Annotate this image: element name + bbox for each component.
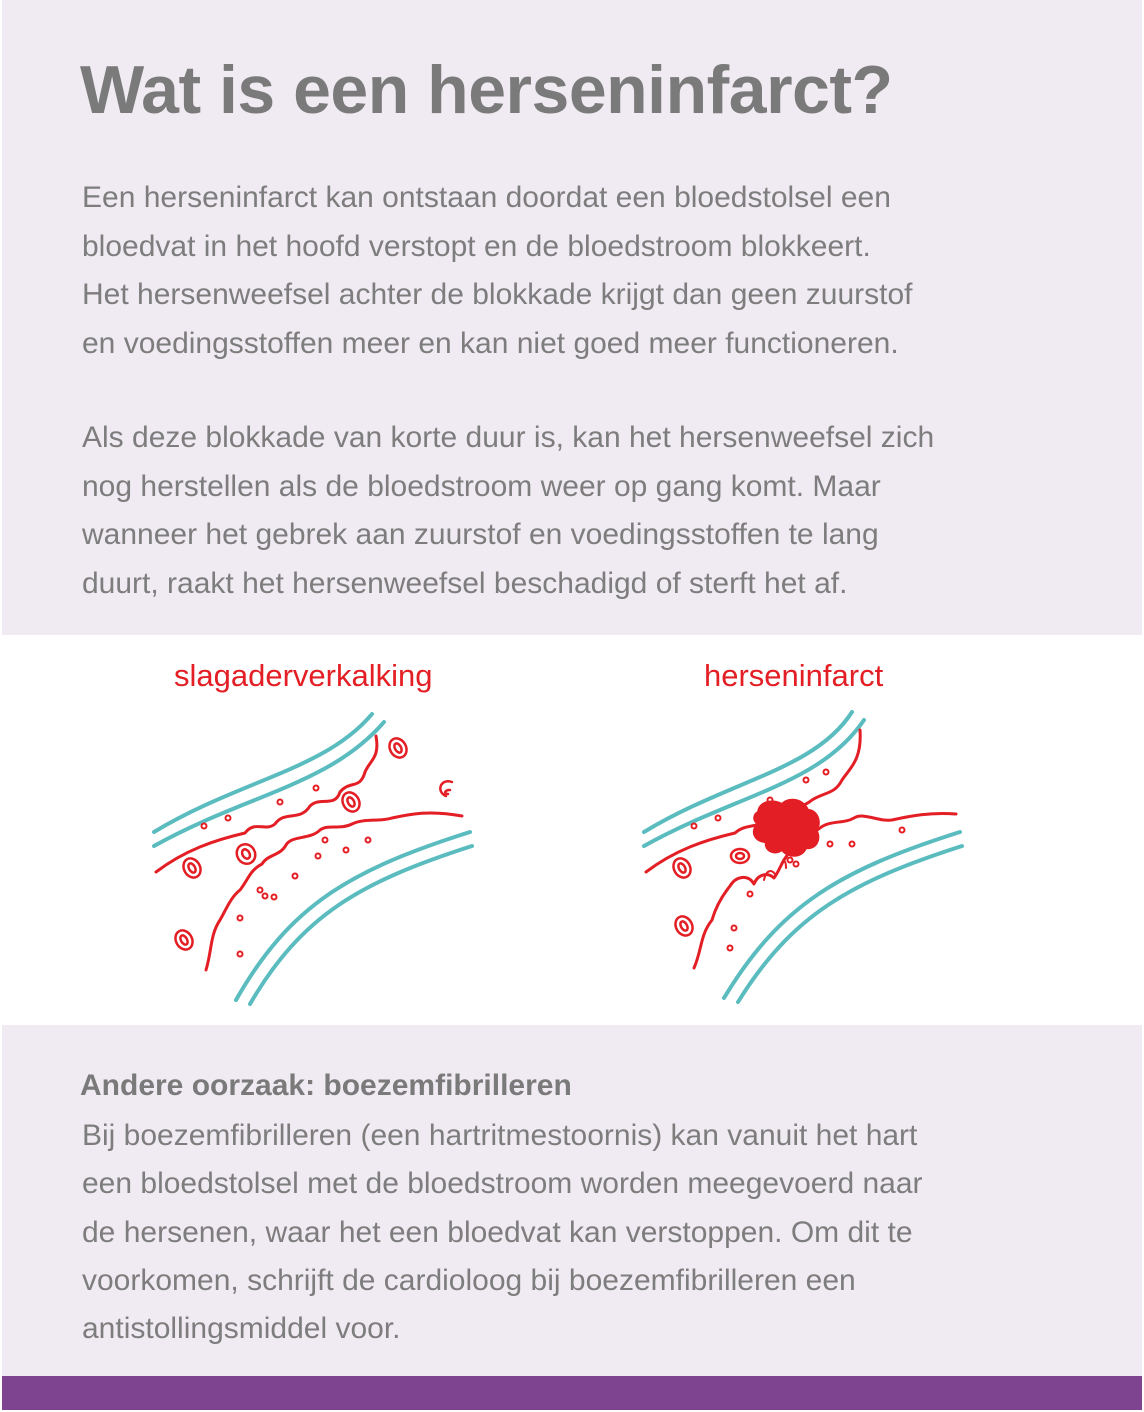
plaque-particle bbox=[788, 858, 793, 863]
plaque-particle bbox=[768, 798, 773, 803]
plaque-particle bbox=[258, 888, 263, 893]
blood-cell bbox=[233, 841, 259, 867]
plaque-particle bbox=[278, 800, 283, 805]
page-title: Wat is een herseninfarct? bbox=[80, 52, 893, 128]
blood-cell bbox=[386, 735, 410, 760]
footer-bar bbox=[2, 1376, 1142, 1410]
section-heading: Andere oorzaak: boezemfibrilleren bbox=[80, 1069, 572, 1102]
blood-cell bbox=[180, 855, 204, 880]
plaque-particle bbox=[314, 786, 319, 791]
blood-clot bbox=[754, 800, 819, 856]
plaque-particle bbox=[226, 816, 231, 821]
text-line: en voedingsstoffen meer en kan niet goed meer functioneren. bbox=[82, 326, 899, 360]
plaque-particle bbox=[202, 824, 207, 829]
text-line: nog herstellen als de bloedstroom weer op gang komt. Maar bbox=[82, 469, 881, 503]
blood-cell bbox=[679, 920, 689, 932]
text-line: de hersenen, waar het een bloedvat kan verstoppen. Om dit te bbox=[82, 1215, 913, 1249]
text-line: Een herseninfarct kan ontstaan doordat een bloedstolsel een bbox=[82, 181, 891, 214]
text-line: Het hersenweefsel achter de blokkade krijgt dan geen zuurstof bbox=[82, 278, 913, 311]
blood-cell bbox=[731, 849, 749, 863]
vessel-wall-upper bbox=[154, 714, 372, 832]
plaque-particle bbox=[316, 854, 321, 859]
blood-cell bbox=[670, 855, 694, 880]
plaque-particle bbox=[732, 926, 737, 931]
text-line: antistollingsmiddel voor. bbox=[82, 1312, 401, 1346]
blood-cell bbox=[172, 927, 196, 952]
recovery-paragraph bbox=[82, 414, 1072, 608]
blood-cell bbox=[187, 862, 197, 874]
text-line: duurt, raakt het hersenweefsel beschadigd of sterft het af. bbox=[82, 566, 848, 600]
blood-cell bbox=[672, 913, 696, 938]
artery-inner-wall bbox=[646, 730, 860, 872]
plaque-particle bbox=[323, 838, 328, 843]
text-line: Bij boezemfibrilleren (een hartritmestoornis) kan vanuit het hart bbox=[82, 1119, 918, 1152]
blood-cell bbox=[445, 790, 450, 794]
text-line: bloedvat in het hoofd verstopt en de bloedstroom blokkeert. bbox=[82, 229, 871, 263]
plaque-particle bbox=[748, 892, 753, 897]
plaque-particle bbox=[293, 874, 298, 879]
plaque-particle bbox=[804, 778, 809, 783]
text-line: wanneer het gebrek aan zuurstof en voedingsstoffen te lang bbox=[82, 518, 879, 551]
plaque-particle bbox=[850, 842, 855, 847]
stroke-illustration bbox=[630, 700, 970, 1010]
blood-cell bbox=[339, 789, 363, 814]
blood-cell bbox=[179, 934, 189, 946]
text-line: een bloedstolsel met de bloedstroom worden meegevoerd naar bbox=[82, 1167, 923, 1201]
stroke-label: herseninfarct bbox=[704, 658, 884, 693]
blood-cell bbox=[346, 796, 356, 808]
vessel-wall-lower bbox=[738, 846, 962, 1002]
plaque-particle bbox=[692, 824, 697, 829]
blood-cell bbox=[677, 862, 687, 874]
vessel-wall-lower bbox=[250, 846, 472, 1004]
plaque-particle bbox=[366, 838, 371, 843]
vessel-wall-upper bbox=[644, 712, 852, 832]
atherosclerosis-illustration bbox=[140, 700, 480, 1010]
text-line: voorkomen, schrijft de cardioloog bij boezemfibrilleren een bbox=[82, 1263, 856, 1297]
intro-paragraph bbox=[82, 174, 1072, 368]
plaque-particle bbox=[828, 842, 833, 847]
atherosclerosis-label: slagaderverkalking bbox=[174, 658, 433, 693]
plaque-particle bbox=[728, 946, 733, 951]
plaque-particle bbox=[263, 894, 268, 899]
plaque-particle bbox=[238, 916, 243, 921]
plaque-particle bbox=[344, 848, 349, 853]
plaque-particle bbox=[900, 828, 905, 833]
plaque-particle bbox=[238, 952, 243, 957]
blood-cell bbox=[736, 853, 744, 859]
blood-cell bbox=[240, 848, 251, 860]
plaque-particle bbox=[794, 862, 799, 867]
atrial-fibrillation-paragraph bbox=[82, 1112, 1072, 1353]
plaque-particle bbox=[824, 770, 829, 775]
plaque-particle bbox=[716, 816, 721, 821]
blood-cell bbox=[393, 742, 403, 754]
plaque-particle bbox=[272, 895, 277, 900]
text-line: Als deze blokkade van korte duur is, kan het hersenweefsel zich bbox=[82, 421, 935, 454]
